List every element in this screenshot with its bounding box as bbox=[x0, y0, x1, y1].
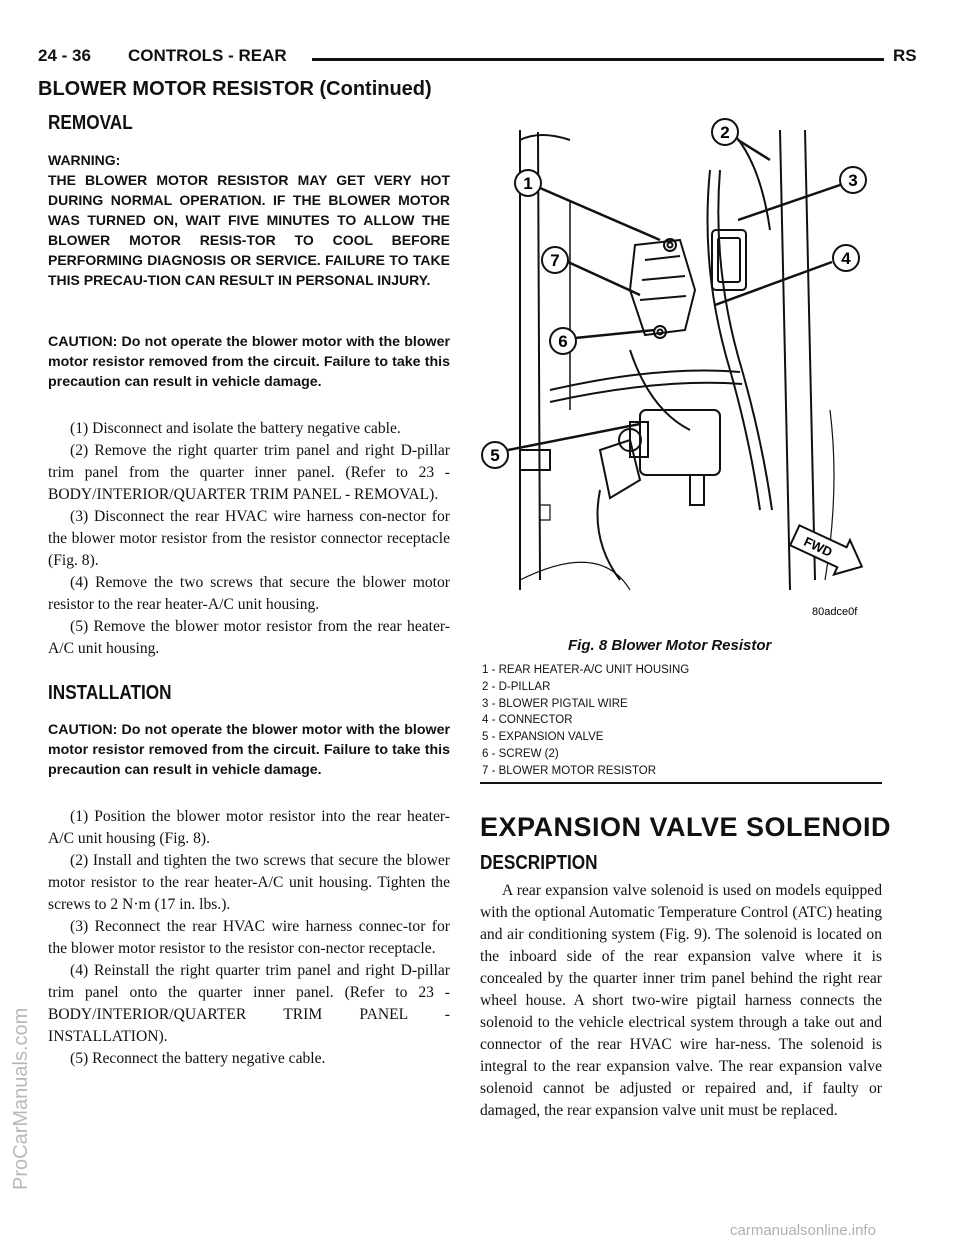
callout-2: 2 bbox=[720, 123, 730, 142]
installation-step: (3) Reconnect the rear HVAC wire harness connec-tor for the blower motor resistor to the resistor con-nector receptacle. bbox=[48, 918, 450, 957]
footer-watermark: carmanualsonline.info bbox=[730, 1222, 876, 1239]
figure-code: 80adce0f bbox=[812, 606, 858, 618]
description-body bbox=[480, 880, 882, 1122]
description-heading: DESCRIPTION bbox=[480, 852, 598, 874]
callout-7: 7 bbox=[550, 251, 560, 270]
installation-step: (1) Position the blower motor resistor into the rear heater-A/C unit housing (Fig. 8). bbox=[48, 808, 450, 847]
fwd-label: FWD bbox=[801, 533, 835, 560]
callout-6: 6 bbox=[558, 332, 568, 351]
figure-rule bbox=[480, 782, 882, 784]
figure-blower-motor-resistor bbox=[480, 110, 880, 630]
removal-step: (1) Disconnect and isolate the battery negative cable. bbox=[70, 420, 401, 437]
page-number: 24 - 36 bbox=[38, 46, 91, 65]
section-title: CONTROLS - REAR bbox=[128, 46, 287, 65]
removal-step: (3) Disconnect the rear HVAC wire harness con-nector for the blower motor resistor from the resistor connector receptacle (Fig. 8). bbox=[48, 508, 450, 569]
description-text: A rear expansion valve solenoid is used on models equipped with the optional Automatic Temperature Control (ATC) heating and air conditioning system (Fig. 9). The solenoid is located on the inboard side of the rear expansion valve where it is concealed by the quarter inner trim panel behind the right rear wheel house. A short two-wire pigtail harness connects the solenoid to the vehicle electrical system through a take out and connector of the rear HVAC wire har-ness. The solenoid is integral to the rear expansion valve. The rear expansion valve solenoid cannot be adjusted or repaired and, if faulty or damaged, the rear expansion valve unit must be replaced. bbox=[480, 882, 882, 1119]
installation-steps bbox=[48, 806, 450, 1070]
removal-caution: CAUTION: Do not operate the blower motor with the blower motor resistor removed from the circuit. Failure to take this precaution can result in vehicle damage. bbox=[48, 334, 450, 390]
figure-caption: Fig. 8 Blower Motor Resistor bbox=[568, 637, 772, 654]
legend-item: 3 - BLOWER PIGTAIL WIRE bbox=[482, 697, 628, 710]
removal-step: (4) Remove the two screws that secure the blower motor resistor to the rear heater-A/C unit housing. bbox=[48, 574, 450, 613]
watermark: ProCarManuals.com bbox=[10, 1007, 32, 1190]
removal-steps bbox=[48, 418, 450, 660]
installation-heading: INSTALLATION bbox=[48, 682, 172, 704]
legend-item: 6 - SCREW (2) bbox=[482, 747, 559, 760]
callout-1: 1 bbox=[523, 174, 533, 193]
warning-text: THE BLOWER MOTOR RESISTOR MAY GET VERY HOT DURING NORMAL OPERATION. IF THE BLOWER MOTOR WAS TURNED ON, WAIT FIVE MINUTES TO ALLOW THE BLOWER MOTOR RESIS-TOR TO COOL BEFORE PERFORMING DIAGNOSIS OR SERVICE. FAILURE TO TAKE THIS PRECAU-TION CAN RESULT IN PERSONAL INJURY. bbox=[48, 172, 450, 288]
installation-step: (4) Reinstall the right quarter trim panel and right D-pillar trim panel onto the quarter inner panel. (Refer to 23 - BODY/INTERIOR/QUARTER TRIM PANEL - INSTALLATION). bbox=[48, 962, 450, 1045]
fwd-arrow bbox=[787, 518, 870, 584]
installation-step: (2) Install and tighten the two screws that secure the blower motor resistor to the rear heater-A/C unit housing. Tighten the screws to 2 N·m (17 in. lbs.). bbox=[48, 852, 450, 913]
removal-step: (2) Remove the right quarter trim panel and right D-pillar trim panel from the quarter inner panel. (Refer to 23 - BODY/INTERIOR/QUARTER TRIM PANEL - REMOVAL). bbox=[48, 442, 450, 503]
warning-label: WARNING: bbox=[48, 152, 121, 168]
removal-step: (5) Remove the blower motor resistor from the rear heater-A/C unit housing. bbox=[48, 618, 450, 657]
continued-title: BLOWER MOTOR RESISTOR (Continued) bbox=[38, 78, 432, 100]
header-rule bbox=[312, 58, 884, 61]
legend-item: 7 - BLOWER MOTOR RESISTOR bbox=[482, 764, 657, 777]
legend-item: 5 - EXPANSION VALVE bbox=[482, 731, 604, 744]
model-code: RS bbox=[893, 46, 917, 65]
callout-leaders bbox=[508, 140, 840, 450]
legend-item: 4 - CONNECTOR bbox=[482, 714, 573, 727]
removal-heading: REMOVAL bbox=[48, 112, 133, 134]
callout-5: 5 bbox=[490, 446, 500, 465]
legend-item: 2 - D-PILLAR bbox=[482, 680, 551, 693]
expansion-title: EXPANSION VALVE SOLENOID bbox=[480, 812, 892, 842]
installation-step: (5) Reconnect the battery negative cable. bbox=[70, 1050, 326, 1067]
installation-caution: CAUTION: Do not operate the blower motor with the blower motor resistor removed from the circuit. Failure to take this precaution can result in vehicle damage. bbox=[48, 722, 450, 778]
legend-item: 1 - REAR HEATER-A/C UNIT HOUSING bbox=[482, 664, 690, 676]
callout-3: 3 bbox=[848, 171, 858, 190]
callout-4: 4 bbox=[841, 249, 851, 268]
figure-legend bbox=[482, 662, 689, 780]
